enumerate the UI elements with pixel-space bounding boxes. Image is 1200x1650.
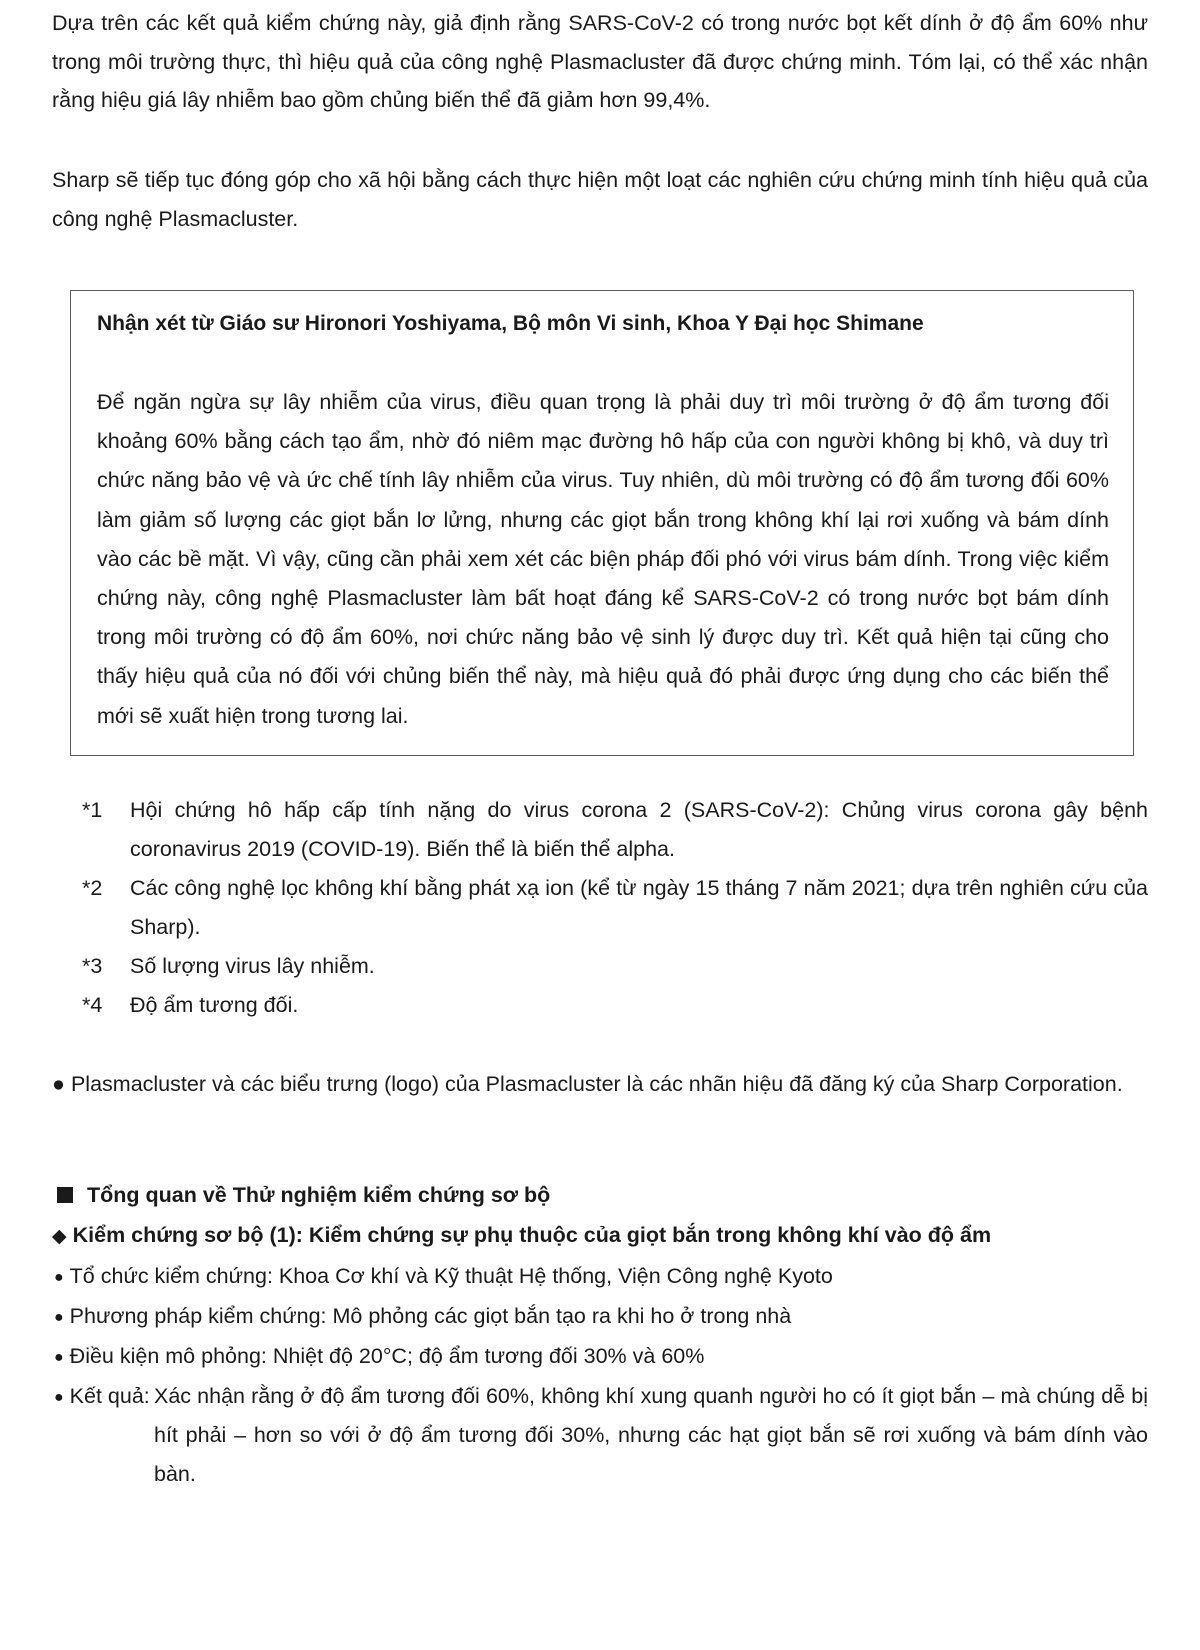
footnote-item <box>82 947 1148 986</box>
footnote-mark: *1 <box>82 798 103 822</box>
bullet-text: Điều kiện mô phỏng: Nhiệt độ 20°C; độ ẩm tương đối 30% và 60% <box>69 1344 705 1368</box>
bullet-text: Phương pháp kiểm chứng: Mô phỏng các giọt bắn tạo ra khi ho ở trong nhà <box>69 1304 792 1328</box>
subsection-heading-text: Kiểm chứng sơ bộ (1): Kiểm chứng sự phụ thuộc của giọt bắn trong không khí vào độ ẩm <box>72 1223 992 1247</box>
footnote-text: Các công nghệ lọc không khí bằng phát xạ ion (kể từ ngày 15 tháng 7 năm 2021; dựa trên nghiên cứu của Sharp). <box>130 876 1148 939</box>
footnotes-list <box>82 791 1148 1025</box>
paragraph-results-summary: Dựa trên các kết quả kiểm chứng này, giả định rằng SARS-CoV-2 có trong nước bọt kết dính ở độ ẩm 60% như trong môi trường thực, thì hiệu quả của công nghệ Plasmacluster đã được chứng minh. Tóm lại, có thể xác nhận rằng hiệu giá lây nhiễm bao gồm chủng biến thể đã giảm hơn 99,4%. <box>52 11 1148 112</box>
paragraph-sharp-contribution: Sharp sẽ tiếp tục đóng góp cho xã hội bằng cách thực hiện một loạt các nghiên cứu chứng minh tính hiệu quả của công nghệ Plasmacluster. <box>52 168 1148 231</box>
subsection-heading <box>52 1215 1148 1257</box>
footnote-item <box>82 791 1148 869</box>
section-heading <box>52 1175 1148 1215</box>
footnote-text: Số lượng virus lây nhiễm. <box>130 954 375 978</box>
footnote-mark: *4 <box>82 993 103 1017</box>
result-label: Kết quả: <box>69 1384 150 1408</box>
bullet-item <box>52 1257 1148 1297</box>
trademark-notice: ● Plasmacluster và các biểu trưng (logo) của Plasmacluster là các nhãn hiệu đã đăng ký của Sharp Corporation. <box>52 1072 1123 1096</box>
black-square-icon <box>57 1187 73 1203</box>
result-lead <box>52 1377 150 1417</box>
diamond-bullet-icon: ◆ <box>52 1226 67 1247</box>
bullet-text: Tổ chức kiểm chứng: Khoa Cơ khí và Kỹ thuật Hệ thống, Viện Công nghệ Kyoto <box>69 1264 833 1288</box>
result-text: Xác nhận rằng ở độ ẩm tương đối 60%, không khí xung quanh người ho có ít giọt bắn – mà chúng dễ bị hít phải – hơn so với ở độ ẩm tương đối 30%, nhưng các hạt giọt bắn sẽ rơi xuống và bám dính vào bàn. <box>154 1384 1148 1486</box>
bullet-item <box>52 1337 1148 1377</box>
comment-box-body: Để ngăn ngừa sự lây nhiễm của virus, điều quan trọng là phải duy trì môi trường ở độ ẩm tương đối khoảng 60% bằng cách tạo ẩm, nhờ đó niêm mạc đường hô hấp của con người không bị khô, và duy trì chức năng bảo vệ và ức chế tính lây nhiễm của virus. Tuy nhiên, dù môi trường có độ ẩm tương đối 60% làm giảm số lượng các giọt bắn lơ lửng, nhưng các giọt bắn trong không khí lại rơi xuống và bám dính vào các bề mặt. Vì vậy, cũng cần phải xem xét các biện pháp đối phó với virus bám dính. Trong việc kiểm chứng này, công nghệ Plasmacluster làm bất hoạt đáng kể SARS-CoV-2 có trong nước bọt bám dính trong môi trường có độ ẩm 60%, nơi chức năng bảo vệ sinh lý được duy trì. Kết quả hiện tại cũng cho thấy hiệu quả của nó đối với chủng biến thể này, mà hiệu quả đó phải được ứng dụng cho các biến thể mới sẽ xuất hiện trong tương lai. <box>97 390 1109 728</box>
bullet-dot-icon: ● <box>54 1389 64 1406</box>
footnote-mark: *3 <box>82 954 103 978</box>
bullet-dot-icon: ● <box>54 1269 64 1286</box>
professor-comment-box <box>70 290 1134 756</box>
section-heading-text: Tổng quan về Thử nghiệm kiểm chứng sơ bộ <box>87 1183 551 1207</box>
comment-box-title: Nhận xét từ Giáo sư Hironori Yoshiyama, Bộ môn Vi sinh, Khoa Y Đại học Shimane <box>97 312 924 335</box>
bullet-dot-icon: ● <box>54 1309 64 1326</box>
preliminary-test-overview <box>52 1175 1148 1494</box>
footnote-item <box>82 986 1148 1025</box>
footnote-mark: *2 <box>82 876 103 900</box>
footnote-text: Độ ẩm tương đối. <box>130 993 299 1017</box>
bullet-item <box>52 1297 1148 1337</box>
bullet-dot-icon: ● <box>54 1349 64 1366</box>
footnote-item <box>82 869 1148 947</box>
bullet-item-result <box>52 1377 1148 1494</box>
footnote-text: Hội chứng hô hấp cấp tính nặng do virus corona 2 (SARS-CoV-2): Chủng virus corona gây bệnh coronavirus 2019 (COVID-19). Biến thể là biến thể alpha. <box>130 798 1148 861</box>
